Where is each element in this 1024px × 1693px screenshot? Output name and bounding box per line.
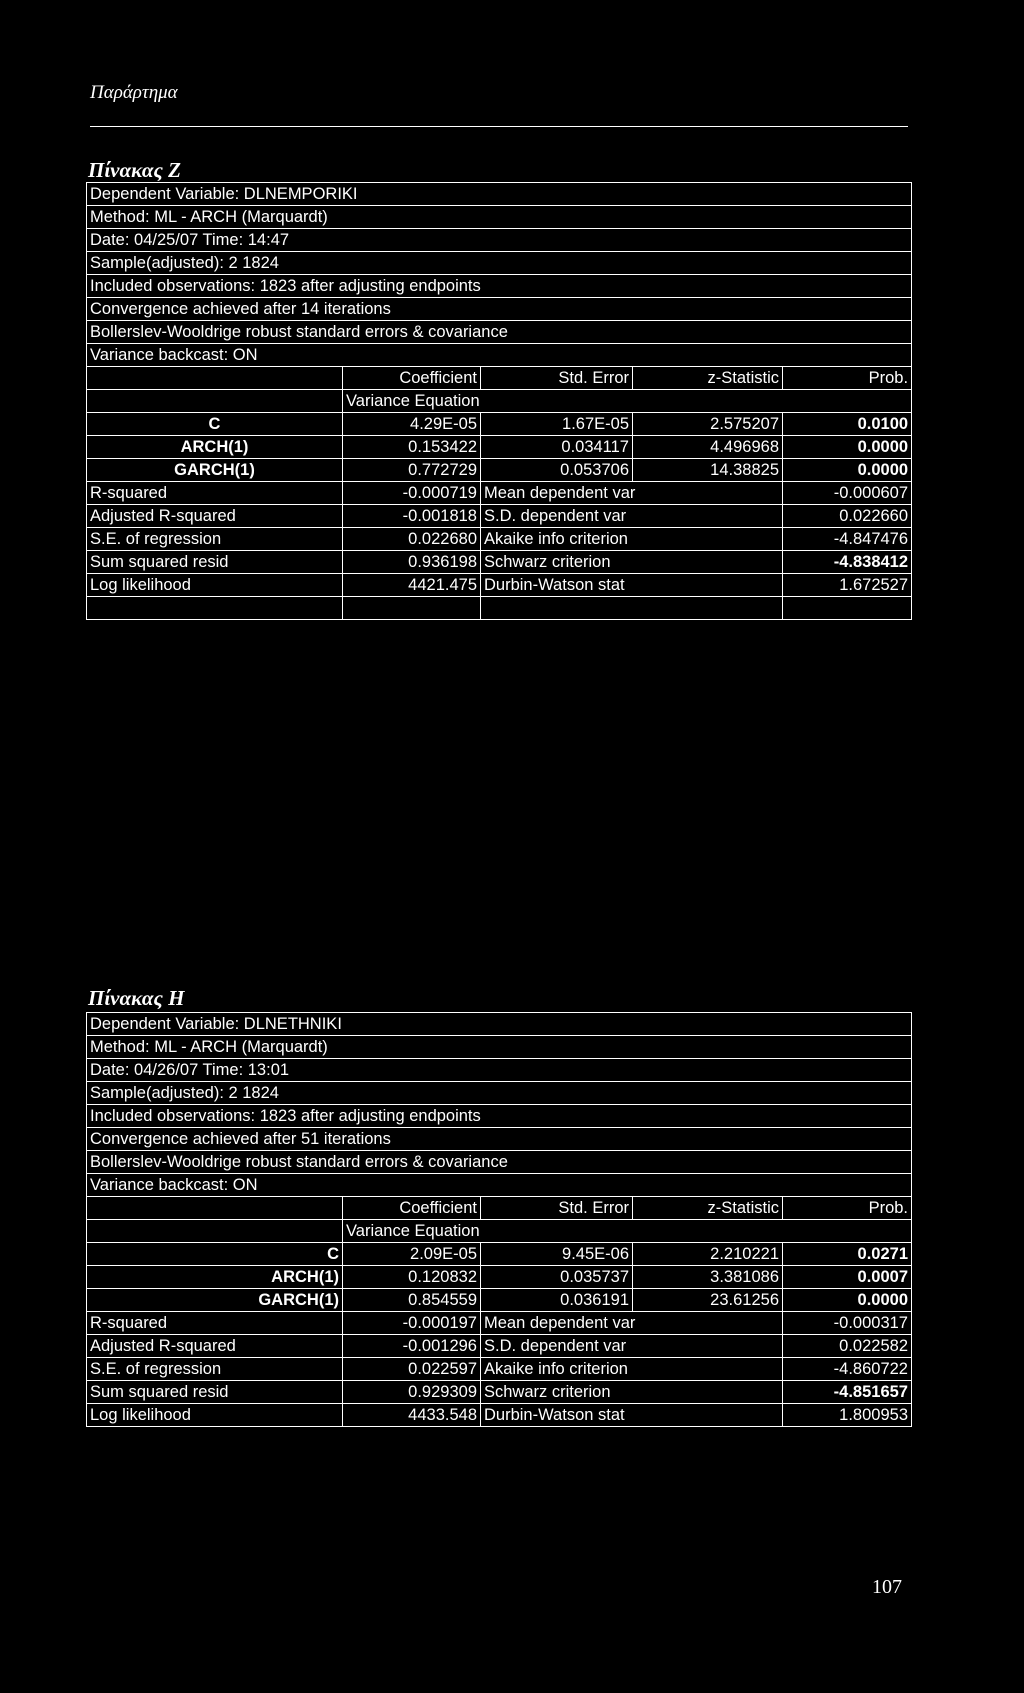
z-statistic-value: 14.38825 bbox=[633, 459, 783, 482]
z-statistic-value: 4.496968 bbox=[633, 436, 783, 459]
info-row bbox=[87, 206, 912, 229]
info-row bbox=[87, 321, 912, 344]
col-header-z-statistic: z-Statistic bbox=[633, 1197, 783, 1220]
header-rule bbox=[90, 126, 908, 127]
coefficient-value: 0.153422 bbox=[343, 436, 481, 459]
column-header-row bbox=[87, 1197, 912, 1220]
date-time: Date: 04/26/07 Time: 13:01 bbox=[87, 1059, 912, 1082]
std-error-value: 0.035737 bbox=[481, 1266, 633, 1289]
stat-value: -0.000607 bbox=[783, 482, 912, 505]
stats-row bbox=[87, 1335, 912, 1358]
stat-value: -4.838412 bbox=[783, 551, 912, 574]
dependent-variable: Dependent Variable: DLNEMPORIKI bbox=[87, 183, 912, 206]
stats-row bbox=[87, 482, 912, 505]
info-row bbox=[87, 1128, 912, 1151]
stats-row bbox=[87, 528, 912, 551]
empty-row bbox=[87, 597, 912, 620]
stat-label: Log likelihood bbox=[87, 1404, 343, 1427]
dependent-variable: Dependent Variable: DLNETHNIKI bbox=[87, 1013, 912, 1036]
stat-value: 4433.548 bbox=[343, 1404, 481, 1427]
variance-backcast: Variance backcast: ON bbox=[87, 1174, 912, 1197]
table-h-title: Πίνακας Η bbox=[88, 986, 185, 1010]
table-row bbox=[87, 1243, 912, 1266]
robust-errors: Bollerslev-Wooldrige robust standard errors & covariance bbox=[87, 1151, 912, 1174]
stat-label: Akaike info criterion bbox=[481, 528, 783, 551]
section-row bbox=[87, 390, 912, 413]
stat-value: 1.672527 bbox=[783, 574, 912, 597]
std-error-value: 9.45E-06 bbox=[481, 1243, 633, 1266]
observations: Included observations: 1823 after adjusting endpoints bbox=[87, 275, 912, 298]
col-header-coefficient: Coefficient bbox=[343, 367, 481, 390]
stat-label: R-squared bbox=[87, 1312, 343, 1335]
info-row bbox=[87, 1082, 912, 1105]
std-error-value: 0.053706 bbox=[481, 459, 633, 482]
variable-name: ARCH(1) bbox=[87, 436, 343, 459]
z-statistic-value: 3.381086 bbox=[633, 1266, 783, 1289]
info-row bbox=[87, 275, 912, 298]
info-row bbox=[87, 1151, 912, 1174]
stat-label: S.E. of regression bbox=[87, 1358, 343, 1381]
variable-name: GARCH(1) bbox=[87, 1289, 343, 1312]
z-statistic-value: 2.575207 bbox=[633, 413, 783, 436]
stat-value: -0.000719 bbox=[343, 482, 481, 505]
method: Method: ML - ARCH (Marquardt) bbox=[87, 206, 912, 229]
col-header-prob: Prob. bbox=[783, 1197, 912, 1220]
page-number: 107 bbox=[872, 1576, 902, 1598]
coefficient-value: 4.29E-05 bbox=[343, 413, 481, 436]
column-header-row bbox=[87, 367, 912, 390]
info-row bbox=[87, 1174, 912, 1197]
table-z-title: Πίνακας Ζ bbox=[88, 158, 181, 182]
prob-value: 0.0000 bbox=[783, 459, 912, 482]
stat-label: Adjusted R-squared bbox=[87, 1335, 343, 1358]
date-time: Date: 04/25/07 Time: 14:47 bbox=[87, 229, 912, 252]
coefficient-value: 0.772729 bbox=[343, 459, 481, 482]
stat-value: -0.000317 bbox=[783, 1312, 912, 1335]
info-row bbox=[87, 344, 912, 367]
stat-label: Sum squared resid bbox=[87, 1381, 343, 1404]
variable-name: C bbox=[87, 413, 343, 436]
info-row bbox=[87, 1013, 912, 1036]
stats-row bbox=[87, 1404, 912, 1427]
stat-value: 4421.475 bbox=[343, 574, 481, 597]
observations: Included observations: 1823 after adjusting endpoints bbox=[87, 1105, 912, 1128]
stat-label: Log likelihood bbox=[87, 574, 343, 597]
prob-value: 0.0007 bbox=[783, 1266, 912, 1289]
section-row bbox=[87, 1220, 912, 1243]
stats-row bbox=[87, 505, 912, 528]
table-row bbox=[87, 413, 912, 436]
stat-value: -0.001818 bbox=[343, 505, 481, 528]
section-label: Variance Equation bbox=[343, 390, 912, 413]
stat-label: Akaike info criterion bbox=[481, 1358, 783, 1381]
prob-value: 0.0100 bbox=[783, 413, 912, 436]
info-row bbox=[87, 183, 912, 206]
info-row bbox=[87, 252, 912, 275]
stats-row bbox=[87, 1358, 912, 1381]
z-statistic-value: 2.210221 bbox=[633, 1243, 783, 1266]
col-header-z-statistic: z-Statistic bbox=[633, 367, 783, 390]
stat-value: -4.860722 bbox=[783, 1358, 912, 1381]
stat-value: -4.847476 bbox=[783, 528, 912, 551]
stat-label: Adjusted R-squared bbox=[87, 505, 343, 528]
stats-row bbox=[87, 574, 912, 597]
col-header-std-error: Std. Error bbox=[481, 1197, 633, 1220]
coefficient-value: 2.09E-05 bbox=[343, 1243, 481, 1266]
stat-label: S.D. dependent var bbox=[481, 1335, 783, 1358]
stat-value: 0.022582 bbox=[783, 1335, 912, 1358]
prob-value: 0.0271 bbox=[783, 1243, 912, 1266]
table-row bbox=[87, 1266, 912, 1289]
stat-value: -4.851657 bbox=[783, 1381, 912, 1404]
coefficient-value: 0.120832 bbox=[343, 1266, 481, 1289]
stat-label: Schwarz criterion bbox=[481, 551, 783, 574]
robust-errors: Bollerslev-Wooldrige robust standard errors & covariance bbox=[87, 321, 912, 344]
std-error-value: 0.034117 bbox=[481, 436, 633, 459]
prob-value: 0.0000 bbox=[783, 436, 912, 459]
info-row bbox=[87, 1036, 912, 1059]
page-header-title: Παράρτημα bbox=[90, 82, 178, 103]
stat-value: 0.929309 bbox=[343, 1381, 481, 1404]
info-row bbox=[87, 298, 912, 321]
convergence: Convergence achieved after 14 iterations bbox=[87, 298, 912, 321]
sample: Sample(adjusted): 2 1824 bbox=[87, 252, 912, 275]
variance-backcast: Variance backcast: ON bbox=[87, 344, 912, 367]
z-statistic-value: 23.61256 bbox=[633, 1289, 783, 1312]
stats-row bbox=[87, 1381, 912, 1404]
table-row bbox=[87, 459, 912, 482]
method: Method: ML - ARCH (Marquardt) bbox=[87, 1036, 912, 1059]
section-label: Variance Equation bbox=[343, 1220, 912, 1243]
info-row bbox=[87, 229, 912, 252]
convergence: Convergence achieved after 51 iterations bbox=[87, 1128, 912, 1151]
stat-label: Durbin-Watson stat bbox=[481, 1404, 783, 1427]
sample: Sample(adjusted): 2 1824 bbox=[87, 1082, 912, 1105]
stat-label: Sum squared resid bbox=[87, 551, 343, 574]
stat-value: 0.022597 bbox=[343, 1358, 481, 1381]
stat-value: 0.936198 bbox=[343, 551, 481, 574]
coefficient-value: 0.854559 bbox=[343, 1289, 481, 1312]
info-row bbox=[87, 1059, 912, 1082]
stat-label: Mean dependent var bbox=[481, 482, 783, 505]
col-header-std-error: Std. Error bbox=[481, 367, 633, 390]
stat-label: S.E. of regression bbox=[87, 528, 343, 551]
std-error-value: 1.67E-05 bbox=[481, 413, 633, 436]
std-error-value: 0.036191 bbox=[481, 1289, 633, 1312]
table-row bbox=[87, 436, 912, 459]
stat-value: 0.022660 bbox=[783, 505, 912, 528]
table-z bbox=[86, 182, 912, 620]
stat-value: -0.000197 bbox=[343, 1312, 481, 1335]
info-row bbox=[87, 1105, 912, 1128]
variable-name: GARCH(1) bbox=[87, 459, 343, 482]
variable-name: C bbox=[87, 1243, 343, 1266]
prob-value: 0.0000 bbox=[783, 1289, 912, 1312]
col-header-prob: Prob. bbox=[783, 367, 912, 390]
stat-value: -0.001296 bbox=[343, 1335, 481, 1358]
variable-name: ARCH(1) bbox=[87, 1266, 343, 1289]
stat-label: S.D. dependent var bbox=[481, 505, 783, 528]
stats-row bbox=[87, 551, 912, 574]
stat-label: Schwarz criterion bbox=[481, 1381, 783, 1404]
stat-label: Mean dependent var bbox=[481, 1312, 783, 1335]
stat-label: Durbin-Watson stat bbox=[481, 574, 783, 597]
table-row bbox=[87, 1289, 912, 1312]
stat-label: R-squared bbox=[87, 482, 343, 505]
stats-row bbox=[87, 1312, 912, 1335]
col-header-coefficient: Coefficient bbox=[343, 1197, 481, 1220]
table-h bbox=[86, 1012, 912, 1427]
stat-value: 1.800953 bbox=[783, 1404, 912, 1427]
stat-value: 0.022680 bbox=[343, 528, 481, 551]
